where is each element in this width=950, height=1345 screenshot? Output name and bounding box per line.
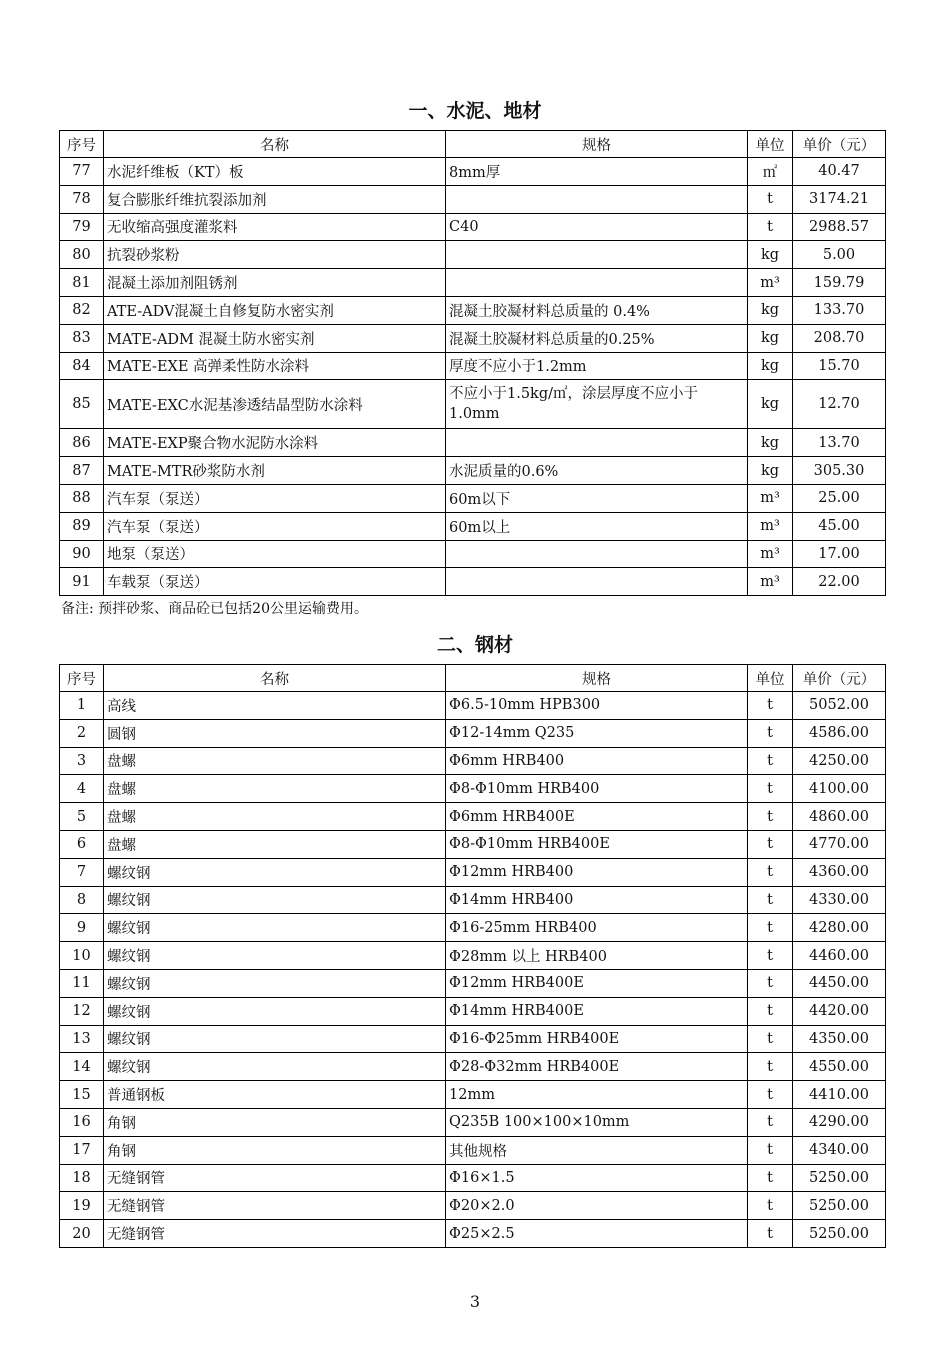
cell-price: 12.70: [793, 380, 886, 429]
cell-unit: t: [748, 942, 793, 970]
cell-spec: 8mm厚: [446, 158, 748, 186]
cell-no: 80: [60, 241, 104, 269]
table-row: [60, 830, 886, 858]
cell-no: 5: [60, 803, 104, 831]
cell-unit: t: [748, 969, 793, 997]
header-unit: 单位: [748, 665, 793, 692]
cell-no: 17: [60, 1136, 104, 1164]
cell-no: 85: [60, 380, 104, 429]
cell-price: 4550.00: [793, 1053, 886, 1081]
header-unit: 单位: [748, 131, 793, 158]
cell-spec: Φ14mm HRB400E: [446, 997, 748, 1025]
cell-price: 5250.00: [793, 1220, 886, 1248]
table-row: [60, 1192, 886, 1220]
cell-name: 车载泵（泵送）: [104, 568, 446, 596]
cell-name: 汽车泵（泵送）: [104, 484, 446, 512]
table-row: [60, 380, 886, 429]
cell-spec: [446, 241, 748, 269]
cell-price: 159.79: [793, 269, 886, 297]
cell-price: 4250.00: [793, 747, 886, 775]
cell-spec: Φ12mm HRB400: [446, 858, 748, 886]
cell-unit: t: [748, 1192, 793, 1220]
cell-name: 螺纹钢: [104, 997, 446, 1025]
cell-unit: kg: [748, 241, 793, 269]
cell-name: 普通钢板: [104, 1081, 446, 1109]
cell-spec: Q235B 100×100×10mm: [446, 1108, 748, 1136]
cell-name: 角钢: [104, 1136, 446, 1164]
cell-unit: t: [748, 830, 793, 858]
cell-name: 汽车泵（泵送）: [104, 512, 446, 540]
cell-price: 4450.00: [793, 969, 886, 997]
cell-name: 地泵（泵送）: [104, 540, 446, 568]
cell-spec: Φ12mm HRB400E: [446, 969, 748, 997]
cell-name: 高线: [104, 692, 446, 720]
cell-name: 水泥纤维板（KT）板: [104, 158, 446, 186]
cell-spec: 60m以上: [446, 512, 748, 540]
header-spec: 规格: [446, 665, 748, 692]
cell-price: 25.00: [793, 484, 886, 512]
cell-no: 89: [60, 512, 104, 540]
cell-name: 螺纹钢: [104, 942, 446, 970]
cell-no: 86: [60, 429, 104, 457]
header-no: 序号: [60, 131, 104, 158]
steel-price-table: [59, 664, 886, 1248]
cell-unit: t: [748, 692, 793, 720]
cell-no: 84: [60, 352, 104, 380]
table-row: [60, 1053, 886, 1081]
cell-name: 无缝钢管: [104, 1164, 446, 1192]
cell-unit: t: [748, 1108, 793, 1136]
cell-name: 角钢: [104, 1108, 446, 1136]
cell-unit: t: [748, 1220, 793, 1248]
cell-price: 4586.00: [793, 719, 886, 747]
cell-no: 77: [60, 158, 104, 186]
table-row: [60, 914, 886, 942]
cell-price: 4280.00: [793, 914, 886, 942]
cell-no: 7: [60, 858, 104, 886]
table-row: [60, 429, 886, 457]
cell-spec: C40: [446, 213, 748, 241]
cell-no: 6: [60, 830, 104, 858]
cell-no: 15: [60, 1081, 104, 1109]
cell-spec: 不应小于1.5kg/㎡，涂层厚度不应小于1.0mm: [446, 380, 748, 429]
cell-spec: Φ14mm HRB400: [446, 886, 748, 914]
header-name: 名称: [104, 131, 446, 158]
cell-price: 4360.00: [793, 858, 886, 886]
page-number: 3: [469, 1292, 481, 1311]
table-row: [60, 942, 886, 970]
cell-name: 无缝钢管: [104, 1220, 446, 1248]
cell-name: 螺纹钢: [104, 1025, 446, 1053]
cell-spec: Φ28mm 以上 HRB400: [446, 942, 748, 970]
cell-price: 4330.00: [793, 886, 886, 914]
cell-spec: Φ6mm HRB400E: [446, 803, 748, 831]
cell-unit: kg: [748, 296, 793, 324]
cell-spec: Φ28-Φ32mm HRB400E: [446, 1053, 748, 1081]
table-row: [60, 747, 886, 775]
cell-name: MATE-EXE 高弹柔性防水涂料: [104, 352, 446, 380]
cell-no: 9: [60, 914, 104, 942]
cell-spec: [446, 540, 748, 568]
cell-unit: kg: [748, 324, 793, 352]
cell-no: 83: [60, 324, 104, 352]
cell-no: 78: [60, 185, 104, 213]
cell-price: 5250.00: [793, 1192, 886, 1220]
cell-unit: m³: [748, 269, 793, 297]
cell-unit: t: [748, 886, 793, 914]
cell-unit: t: [748, 997, 793, 1025]
header-price: 单价（元）: [793, 131, 886, 158]
cell-no: 2: [60, 719, 104, 747]
cell-spec: Φ8-Φ10mm HRB400: [446, 775, 748, 803]
table-row: [60, 568, 886, 596]
table-row: [60, 296, 886, 324]
table-row: [60, 1108, 886, 1136]
cell-name: 复合膨胀纤维抗裂添加剂: [104, 185, 446, 213]
cell-no: 3: [60, 747, 104, 775]
table-row: [60, 269, 886, 297]
cell-price: 4340.00: [793, 1136, 886, 1164]
cement-price-table: [59, 130, 886, 596]
cell-spec: 混凝土胶凝材料总质量的0.25%: [446, 324, 748, 352]
cell-name: MATE-ADM 混凝土防水密实剂: [104, 324, 446, 352]
cell-unit: t: [748, 747, 793, 775]
cell-spec: 60m以下: [446, 484, 748, 512]
cell-no: 14: [60, 1053, 104, 1081]
table-note: 备注: 预拌砂浆、商品砼已包括20公里运输费用。: [61, 601, 368, 617]
cell-spec: Φ16-25mm HRB400: [446, 914, 748, 942]
cell-name: 混凝土添加剂阻锈剂: [104, 269, 446, 297]
cell-spec: 混凝土胶凝材料总质量的 0.4%: [446, 296, 748, 324]
cell-price: 4290.00: [793, 1108, 886, 1136]
cell-unit: m³: [748, 540, 793, 568]
cell-price: 17.00: [793, 540, 886, 568]
cell-spec: 厚度不应小于1.2mm: [446, 352, 748, 380]
cell-price: 305.30: [793, 457, 886, 485]
cell-price: 13.70: [793, 429, 886, 457]
cell-name: 螺纹钢: [104, 1053, 446, 1081]
cell-unit: kg: [748, 457, 793, 485]
cell-no: 11: [60, 969, 104, 997]
cell-unit: t: [748, 1053, 793, 1081]
cell-price: 4420.00: [793, 997, 886, 1025]
table-row: [60, 484, 886, 512]
cell-unit: kg: [748, 380, 793, 429]
cell-price: 4410.00: [793, 1081, 886, 1109]
cell-unit: m³: [748, 568, 793, 596]
cell-price: 5.00: [793, 241, 886, 269]
cell-spec: Φ25×2.5: [446, 1220, 748, 1248]
table-row: [60, 692, 886, 720]
cell-unit: t: [748, 719, 793, 747]
cell-name: ATE-ADV混凝土自修复防水密实剂: [104, 296, 446, 324]
cell-unit: t: [748, 1136, 793, 1164]
table-row: [60, 886, 886, 914]
cell-spec: 其他规格: [446, 1136, 748, 1164]
cell-price: 45.00: [793, 512, 886, 540]
cell-name: 无缝钢管: [104, 1192, 446, 1220]
cell-no: 20: [60, 1220, 104, 1248]
table-header-row: [60, 131, 886, 158]
cell-price: 4460.00: [793, 942, 886, 970]
cell-price: 4770.00: [793, 830, 886, 858]
cell-no: 79: [60, 213, 104, 241]
cell-unit: kg: [748, 429, 793, 457]
cell-price: 208.70: [793, 324, 886, 352]
table-row: [60, 158, 886, 186]
table-row: [60, 969, 886, 997]
table-row: [60, 352, 886, 380]
table-row: [60, 858, 886, 886]
cell-no: 82: [60, 296, 104, 324]
cell-spec: Φ16×1.5: [446, 1164, 748, 1192]
header-price: 单价（元）: [793, 665, 886, 692]
cell-price: 2988.57: [793, 213, 886, 241]
cell-name: MATE-EXP聚合物水泥防水涂料: [104, 429, 446, 457]
cell-unit: t: [748, 1164, 793, 1192]
table-row: [60, 1220, 886, 1248]
cell-no: 10: [60, 942, 104, 970]
cell-no: 8: [60, 886, 104, 914]
table-row: [60, 213, 886, 241]
table-row: [60, 324, 886, 352]
cell-no: 81: [60, 269, 104, 297]
cell-unit: kg: [748, 352, 793, 380]
cell-unit: t: [748, 1025, 793, 1053]
cell-spec: 12mm: [446, 1081, 748, 1109]
cell-price: 4860.00: [793, 803, 886, 831]
cell-spec: [446, 185, 748, 213]
table-row: [60, 512, 886, 540]
cell-name: 盘螺: [104, 803, 446, 831]
cell-name: 盘螺: [104, 830, 446, 858]
cell-price: 22.00: [793, 568, 886, 596]
cell-unit: t: [748, 1081, 793, 1109]
cell-no: 4: [60, 775, 104, 803]
cell-unit: t: [748, 858, 793, 886]
cell-name: 抗裂砂浆粉: [104, 241, 446, 269]
cell-spec: Φ6mm HRB400: [446, 747, 748, 775]
cell-price: 4100.00: [793, 775, 886, 803]
table-row: [60, 185, 886, 213]
table-row: [60, 241, 886, 269]
cell-no: 12: [60, 997, 104, 1025]
cell-no: 19: [60, 1192, 104, 1220]
cell-name: 螺纹钢: [104, 914, 446, 942]
cell-name: 螺纹钢: [104, 886, 446, 914]
cell-no: 91: [60, 568, 104, 596]
cell-no: 13: [60, 1025, 104, 1053]
header-name: 名称: [104, 665, 446, 692]
cell-spec: [446, 269, 748, 297]
table-row: [60, 457, 886, 485]
table-row: [60, 1136, 886, 1164]
header-no: 序号: [60, 665, 104, 692]
cell-spec: Φ6.5-10mm HPB300: [446, 692, 748, 720]
cell-price: 3174.21: [793, 185, 886, 213]
table-row: [60, 997, 886, 1025]
cell-name: MATE-EXC水泥基渗透结晶型防水涂料: [104, 380, 446, 429]
cell-name: 盘螺: [104, 775, 446, 803]
table-row: [60, 803, 886, 831]
table-row: [60, 775, 886, 803]
cell-spec: [446, 429, 748, 457]
header-spec: 规格: [446, 131, 748, 158]
section-title-steel: 二、钢材: [436, 634, 513, 656]
table-row: [60, 1164, 886, 1192]
cell-price: 40.47: [793, 158, 886, 186]
cell-unit: ㎡: [748, 158, 793, 186]
cell-no: 88: [60, 484, 104, 512]
cell-unit: m³: [748, 484, 793, 512]
table-row: [60, 719, 886, 747]
cell-spec: Φ12-14mm Q235: [446, 719, 748, 747]
cell-price: 4350.00: [793, 1025, 886, 1053]
cell-price: 133.70: [793, 296, 886, 324]
cell-spec: Φ20×2.0: [446, 1192, 748, 1220]
cell-name: MATE-MTR砂浆防水剂: [104, 457, 446, 485]
cell-no: 1: [60, 692, 104, 720]
cell-spec: Φ16-Φ25mm HRB400E: [446, 1025, 748, 1053]
table-row: [60, 1081, 886, 1109]
table-header-row: [60, 665, 886, 692]
cell-no: 90: [60, 540, 104, 568]
table-row: [60, 540, 886, 568]
cell-unit: m³: [748, 512, 793, 540]
cell-unit: t: [748, 213, 793, 241]
cell-spec: 水泥质量的0.6%: [446, 457, 748, 485]
section-title-cement: 一、水泥、地材: [408, 100, 542, 122]
cell-name: 螺纹钢: [104, 858, 446, 886]
cell-spec: Φ8-Φ10mm HRB400E: [446, 830, 748, 858]
cell-unit: t: [748, 775, 793, 803]
cell-unit: t: [748, 185, 793, 213]
cell-spec: [446, 568, 748, 596]
table-row: [60, 1025, 886, 1053]
cell-name: 圆钢: [104, 719, 446, 747]
cell-name: 盘螺: [104, 747, 446, 775]
cell-no: 18: [60, 1164, 104, 1192]
cell-price: 5250.00: [793, 1164, 886, 1192]
cell-no: 87: [60, 457, 104, 485]
cell-name: 无收缩高强度灌浆料: [104, 213, 446, 241]
cell-price: 5052.00: [793, 692, 886, 720]
cell-name: 螺纹钢: [104, 969, 446, 997]
cell-price: 15.70: [793, 352, 886, 380]
cell-no: 16: [60, 1108, 104, 1136]
cell-unit: t: [748, 914, 793, 942]
cell-unit: t: [748, 803, 793, 831]
